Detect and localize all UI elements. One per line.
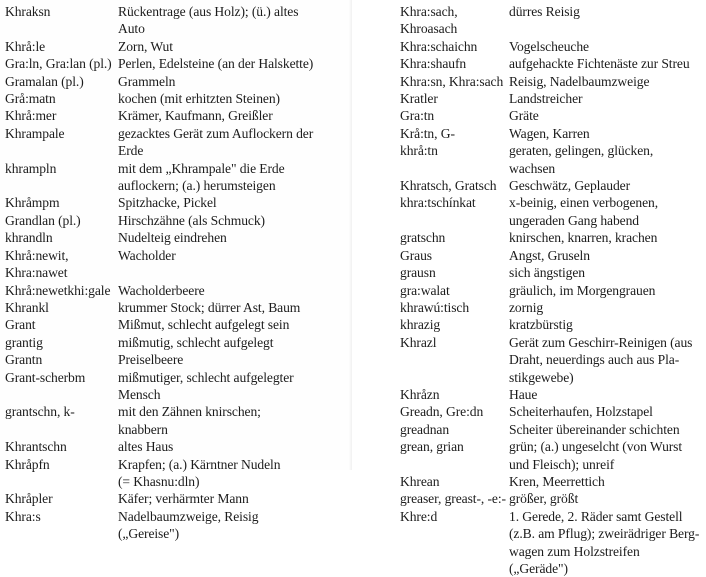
dictionary-entry — [5, 490, 350, 507]
entry-definition: krummer Stock; dürrer Ast, Baum — [118, 299, 301, 315]
entry-definition: grün; (a.) ungeselcht (von Wurst und Fleisch); unreif — [509, 439, 683, 472]
left-page — [0, 0, 352, 542]
dictionary-entry — [5, 351, 350, 368]
entry-headword: Khrantschn — [5, 439, 67, 455]
dictionary-entry — [400, 334, 700, 386]
entry-definition: Spitzhacke, Pickel — [118, 195, 217, 211]
dictionary-entry — [400, 194, 700, 229]
entry-definition: altes Haus — [118, 439, 174, 455]
entry-headword: Khra:schaichn — [400, 38, 478, 54]
entry-definition: Wagen, Karren — [509, 125, 590, 141]
entry-definition: mißmutig, schlecht aufgelegt — [118, 334, 274, 350]
entry-headword: Kratler — [400, 91, 438, 107]
dictionary-entry — [5, 403, 350, 438]
entry-headword: Grant-scherbm — [5, 369, 86, 385]
entry-headword: Khrå:mer — [5, 108, 57, 124]
entry-headword: grean, grian — [400, 439, 464, 455]
dictionary-entry — [5, 247, 350, 282]
dictionary-entry — [400, 55, 700, 72]
entry-headword: Gra:tn — [400, 108, 435, 124]
entry-headword: khrampln — [5, 160, 57, 176]
entry-definition: Perlen, Edelsteine (an der Halskette) — [118, 56, 314, 72]
entry-headword: Krå:tn, G- — [400, 125, 455, 141]
dictionary-entry — [5, 160, 350, 195]
entry-definition: dürres Reisig — [509, 4, 580, 19]
entry-headword: Khrå:le — [5, 38, 46, 54]
entry-headword: Khrå:newetkhi:gale — [5, 282, 111, 298]
dictionary-entry — [400, 508, 700, 577]
dictionary-entry — [5, 194, 350, 211]
entry-headword: Khra:sn, Khra:sach — [400, 73, 504, 89]
entry-definition: x-beinig, einen verbogenen, ungeraden Gang habend — [509, 195, 659, 228]
entry-definition: Angst, Gruseln — [509, 247, 590, 263]
entry-definition: Krapfen; (a.) Kärntner Nudeln (= Khasnu:dln) — [118, 456, 281, 489]
dictionary-entry — [5, 438, 350, 455]
dictionary-entry — [400, 386, 700, 403]
dictionary-entry — [400, 229, 700, 246]
entry-definition: Geschwätz, Geplauder — [509, 178, 631, 194]
entry-headword: Khrå:newit, Khra:nawet — [5, 247, 69, 281]
entry-definition: sich ängstigen — [509, 265, 585, 281]
dictionary-entry — [400, 403, 700, 420]
dictionary-entry — [400, 142, 700, 177]
entry-definition: Krämer, Kaufmann, Greißler — [118, 108, 273, 124]
entry-definition: Hirschzähne (als Schmuck) — [118, 212, 265, 228]
entry-headword: gra:walat — [400, 282, 450, 298]
entry-headword: Khra:s — [5, 508, 41, 524]
entry-definition: 1. Gerede, 2. Räder samt Gestell (z.B. am Pflug); zweirädriger Berg- wagen zum Holzstreifen („Geräde") — [509, 508, 700, 576]
right-entry-list — [400, 3, 700, 577]
entry-headword: Khrazl — [400, 334, 437, 350]
dictionary-entry — [5, 73, 350, 90]
dictionary-entry — [400, 421, 700, 438]
entry-definition: gräulich, im Morgengrauen — [509, 282, 656, 298]
dictionary-entry — [400, 125, 700, 142]
entry-definition: Wacholderbeere — [118, 282, 205, 298]
dictionary-entry — [5, 508, 350, 543]
entry-headword: grantschn, k- — [5, 404, 75, 420]
entry-definition: Haue — [509, 386, 538, 402]
entry-definition: größer, größt — [509, 491, 579, 507]
entry-definition: Rückentrage (aus Holz); (ü.) altes Auto — [118, 4, 299, 37]
entry-headword: Khraksn — [5, 4, 51, 19]
dictionary-entry — [5, 107, 350, 124]
entry-headword: Khra:shaufn — [400, 56, 467, 72]
dictionary-entry — [400, 90, 700, 107]
entry-definition: Grammeln — [118, 73, 176, 89]
dictionary-entry — [400, 177, 700, 194]
entry-definition: Vogelscheuche — [509, 38, 589, 54]
entry-headword: Gramalan (pl.) — [5, 73, 84, 89]
entry-headword: greadnan — [400, 421, 450, 437]
entry-headword: gratschn — [400, 230, 446, 246]
entry-headword: Khråpler — [5, 491, 53, 507]
left-entry-list — [5, 3, 350, 543]
entry-headword: Khråpfn — [5, 456, 50, 472]
entry-headword: greaser, greast-, -e:- — [400, 491, 506, 507]
entry-definition: Wacholder — [118, 247, 176, 263]
dictionary-entry — [400, 73, 700, 90]
entry-definition: Gräte — [509, 108, 539, 124]
dictionary-entry — [5, 90, 350, 107]
entry-definition: Nadelbaumzweige, Reisig („Gereise") — [118, 508, 259, 542]
entry-definition: knirschen, knarren, krachen — [509, 230, 658, 246]
entry-definition: Reisig, Nadelbaumzweige — [509, 73, 650, 89]
entry-headword: Grå:matn — [5, 91, 56, 107]
entry-definition: mißmutiger, schlecht aufgelegter Mensch — [118, 369, 294, 402]
entry-headword: grantig — [5, 334, 43, 350]
entry-definition: Nudelteig eindrehen — [118, 230, 227, 246]
entry-headword: khrandln — [5, 230, 53, 246]
dictionary-entry — [400, 473, 700, 490]
dictionary-entry — [5, 369, 350, 404]
entry-headword: Khråmpm — [5, 195, 60, 211]
dictionary-entry — [400, 3, 700, 38]
entry-headword: Grant — [5, 317, 36, 333]
entry-headword: khra:tschínkat — [400, 195, 476, 211]
dictionary-entry — [5, 456, 350, 491]
entry-headword: Grantn — [5, 352, 43, 368]
entry-headword: Greadn, Gre:dn — [400, 404, 484, 420]
dictionary-entry — [5, 282, 350, 299]
dictionary-entry — [5, 38, 350, 55]
dictionary-entry — [5, 125, 350, 160]
dictionary-entry — [5, 316, 350, 333]
dictionary-entry — [400, 38, 700, 55]
entry-definition: Landstreicher — [509, 91, 583, 107]
dictionary-entry — [5, 299, 350, 316]
entry-definition: Scheiterhaufen, Holzstapel — [509, 404, 653, 420]
dictionary-entry — [5, 334, 350, 351]
entry-definition: Mißmut, schlecht aufgelegt sein — [118, 317, 290, 333]
entry-definition: kochen (mit erhitzten Steinen) — [118, 91, 280, 107]
dictionary-entry — [5, 3, 350, 38]
entry-definition: Kren, Meerrettich — [509, 473, 605, 489]
entry-headword: Khratsch, Gratsch — [400, 178, 497, 194]
entry-definition: Zorn, Wut — [118, 38, 173, 54]
entry-headword: Khra:sach, Khroasach — [400, 4, 458, 37]
entry-headword: khrawú:tisch — [400, 299, 470, 315]
dictionary-entry — [5, 229, 350, 246]
entry-headword: Grandlan (pl.) — [5, 212, 81, 228]
entry-headword: Khrampale — [5, 125, 65, 141]
entry-definition: zornig — [509, 299, 544, 315]
entry-definition: aufgehackte Fichtenäste zur Streu — [509, 56, 690, 72]
right-page — [352, 0, 706, 576]
entry-definition: Käfer; verhärmter Mann — [118, 491, 249, 507]
dictionary-entry — [400, 264, 700, 281]
entry-headword: Gra:ln, Gra:lan (pl.) — [5, 56, 112, 72]
entry-headword: grausn — [400, 265, 436, 281]
entry-headword: Khrankl — [5, 299, 49, 315]
entry-headword: Khråzn — [400, 386, 440, 402]
dictionary-entry — [400, 299, 700, 316]
entry-definition: Scheiter übereinander schichten — [509, 421, 680, 437]
entry-definition: Preiselbeere — [118, 352, 184, 368]
dictionary-entry — [400, 247, 700, 264]
entry-definition: gezacktes Gerät zum Auflockern der Erde — [118, 125, 314, 159]
dictionary-entry — [400, 490, 700, 507]
dictionary-entry — [400, 107, 700, 124]
entry-headword: khrazig — [400, 317, 441, 333]
entry-headword: Khrean — [400, 473, 440, 489]
dictionary-entry — [5, 212, 350, 229]
entry-definition: mit den Zähnen knirschen; knabbern — [118, 404, 261, 437]
dictionary-entry — [400, 316, 700, 333]
entry-headword: Graus — [400, 247, 432, 263]
entry-definition: geraten, gelingen, glücken, wachsen — [509, 143, 654, 176]
entry-definition: mit dem „Khrampale" die Erde auflockern; (a.) herumsteigen — [118, 160, 285, 194]
entry-definition: Gerät zum Geschirr-Reinigen (aus Draht, neuerdings auch aus Pla- stikgewebe) — [509, 334, 693, 385]
entry-definition: kratzbürstig — [509, 317, 573, 333]
dictionary-entry — [5, 55, 350, 72]
entry-headword: khrå:tn — [400, 143, 438, 159]
entry-headword: Khre:d — [400, 508, 438, 524]
dictionary-entry — [400, 282, 700, 299]
dictionary-entry — [400, 438, 700, 473]
